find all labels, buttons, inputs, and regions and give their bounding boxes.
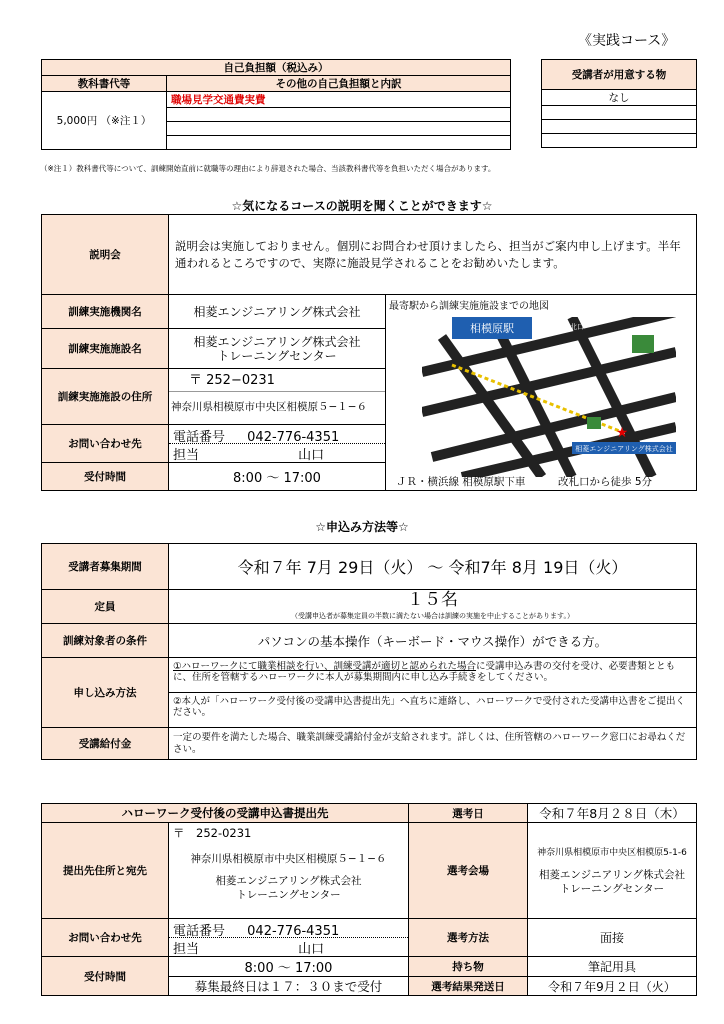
submit-phone-row bbox=[169, 920, 408, 938]
apply-section-title: ☆申込み方法等☆ bbox=[315, 520, 409, 534]
map-title: 最寄駅から訓練実施施設までの地図 bbox=[389, 301, 549, 312]
submit-contact-cell bbox=[169, 919, 409, 957]
company-map-label: 相菱エンジニアリング株式会社 bbox=[575, 445, 673, 453]
submit-table bbox=[41, 803, 697, 996]
address-label: 訓練実施施設の住所 bbox=[42, 369, 169, 425]
facility-table bbox=[41, 214, 697, 491]
submit-contact-label: お問い合わせ先 bbox=[42, 919, 169, 957]
cost-table bbox=[41, 59, 511, 150]
benefit-label: 受講給付金 bbox=[42, 728, 169, 760]
textbook-header: 教科書代等 bbox=[42, 76, 167, 92]
venue-address: 神奈川県相模原市中央区相模原5-1-6 bbox=[537, 847, 687, 858]
period-value: 令和７年 7月 29日（火） 〜 令和7年 8月 19日（火） bbox=[169, 544, 697, 590]
venue-label: 選考会場 bbox=[409, 823, 528, 919]
textbook-value: 5,000円 （※注１） bbox=[42, 92, 167, 150]
method-step-1-rest: に受講申込み書の交付を受け、必要書類とともに、住所を管轄するハローワークに本人が募集期間内に申し込み手続きをしてください。 bbox=[173, 661, 676, 683]
result-label: 選考結果発送日 bbox=[409, 977, 528, 996]
person-row bbox=[169, 444, 385, 461]
park-block bbox=[632, 335, 654, 353]
briefing-label: 説明会 bbox=[42, 215, 169, 295]
venue-name-1: 相菱エンジニアリング株式会社 bbox=[538, 868, 686, 881]
submit-hours-label: 受付時間 bbox=[42, 957, 169, 996]
facility-name-value bbox=[169, 329, 386, 369]
submit-hours-note: 募集最終日は１７：３０まで受付 bbox=[169, 977, 409, 996]
submit-postal: 〒 252-0231 bbox=[173, 826, 252, 840]
person-name: 山口 bbox=[298, 448, 325, 463]
selection-method-label: 選考方法 bbox=[409, 919, 528, 957]
capacity-note: （受講申込者が募集定員の半数に満たない場合は訓練の実施を中止することがあります。） bbox=[291, 611, 574, 620]
user-items-table bbox=[541, 59, 697, 148]
park-block bbox=[587, 417, 601, 429]
submit-hours: 8:00 〜 17:00 bbox=[169, 957, 409, 977]
condition-label: 訓練対象者の条件 bbox=[42, 624, 169, 658]
submit-person-label: 担当 bbox=[173, 942, 200, 957]
method-step-1-underlined: ①ハローワークにて職業相談を行い、訓練受講が適切と認められた場合 bbox=[173, 661, 477, 672]
hours-value: 8:00 〜 17:00 bbox=[169, 463, 386, 491]
person-label: 担当 bbox=[173, 448, 200, 463]
facility-name-label: 訓練実施施設名 bbox=[42, 329, 169, 369]
course-type: 《実践コース》 bbox=[578, 33, 676, 49]
phone-row bbox=[169, 426, 385, 444]
facility-address: 神奈川県相模原市中央区相模原５−１−６ bbox=[171, 401, 368, 413]
submit-address-label: 提出先住所と宛先 bbox=[42, 823, 169, 919]
method-label: 申し込み方法 bbox=[42, 658, 169, 728]
facility-name-1: 相菱エンジニアリング株式会社 bbox=[193, 334, 361, 349]
phone-label: 電話番号 bbox=[173, 430, 226, 445]
submit-person-row bbox=[169, 938, 408, 955]
access-line: ＪＲ・横浜線 相模原駅下車 bbox=[396, 476, 526, 488]
submit-company-1: 相菱エンジニアリング株式会社 bbox=[215, 875, 362, 887]
north-exit-label: 北口 bbox=[570, 323, 584, 331]
capacity-cell bbox=[169, 590, 697, 624]
result-date: 令和７年9月２日（火） bbox=[528, 977, 697, 996]
capacity-value: １５名 bbox=[407, 589, 458, 610]
map-access-line bbox=[396, 474, 652, 489]
other-cost-item: 職場見学交通費実費 bbox=[167, 92, 511, 108]
submit-company-2: トレーニングセンター bbox=[236, 889, 341, 901]
phone-number[interactable]: 042-776-4351 bbox=[247, 430, 340, 445]
items-label: 持ち物 bbox=[409, 957, 528, 977]
destination-star: ★ bbox=[615, 425, 629, 441]
selection-date-label: 選考日 bbox=[409, 804, 528, 823]
access-map bbox=[422, 317, 676, 477]
period-label: 受講者募集期間 bbox=[42, 544, 169, 590]
address-cell bbox=[169, 369, 386, 425]
station-label: 相模原駅 bbox=[470, 322, 514, 335]
venue-cell bbox=[528, 823, 697, 919]
cost-note: （※注１）教科書代等について、訓練開始直前に就職等の理由により辞退された場合、当該教科書代等を負担いただく場合があります。 bbox=[40, 164, 496, 173]
user-item: なし bbox=[542, 90, 697, 106]
user-items-header: 受講者が用意する物 bbox=[542, 60, 697, 90]
items-value: 筆記用具 bbox=[528, 957, 697, 977]
postal-code: 〒 252−0231 bbox=[169, 371, 385, 392]
venue-name-2: トレーニングセンター bbox=[559, 882, 665, 895]
facility-name-2: トレーニングセンター bbox=[217, 348, 337, 363]
method-step-1 bbox=[169, 658, 696, 693]
info-section-title: ☆気になるコースの説明を聞くことができます☆ bbox=[231, 199, 493, 213]
method-cell bbox=[169, 658, 697, 728]
submit-address: 神奈川県相模原市中央区相模原５−１−６ bbox=[190, 853, 387, 865]
contact-label: お問い合わせ先 bbox=[42, 425, 169, 463]
hours-label: 受付時間 bbox=[42, 463, 169, 491]
briefing-text: 説明会は実施しておりません。個別にお問合わせ頂けましたら、担当がご案内申し上げます。半年通われるところですので、実際に施設見学されることをお勧めいたします。 bbox=[169, 215, 697, 295]
selection-date: 令和７年8月２８日（木） bbox=[528, 804, 697, 823]
org-value: 相菱エンジニアリング株式会社 bbox=[169, 295, 386, 329]
submit-header: ハローワーク受付後の受講申込書提出先 bbox=[42, 804, 409, 823]
submit-phone-number[interactable]: 042-776-4351 bbox=[247, 924, 340, 939]
submit-phone-label: 電話番号 bbox=[173, 924, 226, 939]
condition-value: パソコンの基本操作（キーボード・マウス操作）ができる方。 bbox=[169, 624, 697, 658]
other-cost-header: その他の自己負担額と内訳 bbox=[167, 76, 511, 92]
submit-address-cell bbox=[169, 823, 409, 919]
south-exit-label: 南口 bbox=[482, 343, 496, 351]
cost-header: 自己負担額（税込み） bbox=[42, 60, 511, 76]
capacity-label: 定員 bbox=[42, 590, 169, 624]
selection-method: 面接 bbox=[528, 919, 697, 957]
apply-table bbox=[41, 543, 697, 760]
method-step-2: ②本人が「ハローワーク受付後の受講申込書提出先」へ直ちに連絡し、ハローワークで受付された受講申込書をご提出ください。 bbox=[173, 696, 686, 718]
benefit-value: 一定の要件を満たした場合、職業訓練受講給付金が支給されます。詳しくは、住所管轄のハローワーク窓口にお尋ねください。 bbox=[169, 728, 697, 760]
org-label: 訓練実施機関名 bbox=[42, 295, 169, 329]
map-cell bbox=[386, 295, 697, 491]
access-walk: 改札口から徒歩 5分 bbox=[558, 476, 653, 488]
submit-person-name: 山口 bbox=[298, 942, 325, 957]
contact-cell bbox=[169, 425, 386, 463]
